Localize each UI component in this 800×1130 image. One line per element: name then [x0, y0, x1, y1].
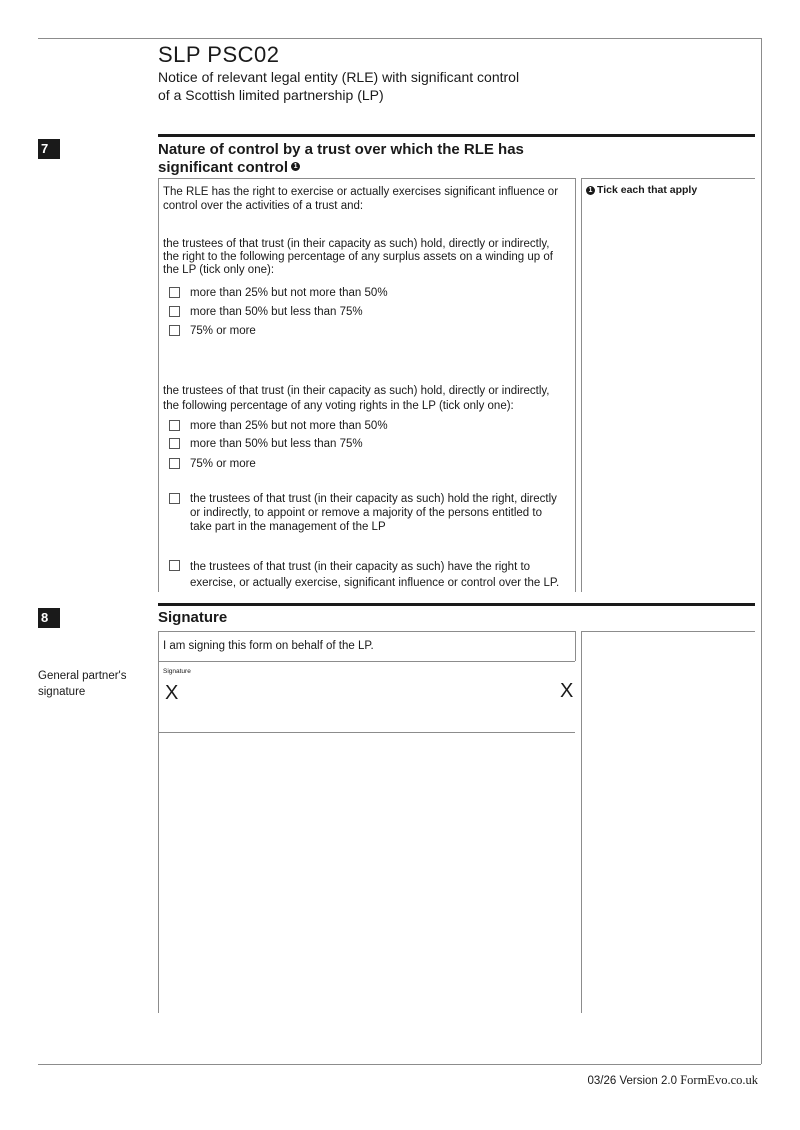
- checkbox[interactable]: [169, 325, 180, 336]
- general-partner-signature-label: [38, 668, 127, 700]
- top-rule: [38, 38, 761, 39]
- surplus-line-1: the trustees of that trust (in their capacity as such) hold, directly or indirectly,: [163, 238, 550, 250]
- form-subtitle-line-2: of a Scottish limited partnership (LP): [158, 87, 384, 103]
- side-column-top: [581, 631, 755, 632]
- checkbox[interactable]: [169, 287, 180, 298]
- checkbox[interactable]: [169, 306, 180, 317]
- section-7-rule: [158, 134, 755, 137]
- statement-box-right: [575, 631, 576, 661]
- side-column-left: [581, 631, 582, 1013]
- label-line-1: General partner's: [38, 670, 127, 682]
- surplus-option-2[interactable]: [169, 305, 363, 319]
- option-label: 75% or more: [190, 458, 256, 470]
- signature-caption: Signature: [163, 668, 191, 675]
- surplus-assets-text: [163, 238, 553, 277]
- voting-rights-text: [163, 384, 549, 414]
- form-subtitle: [158, 68, 519, 104]
- voting-option-3[interactable]: [169, 457, 256, 471]
- signature-x-mark-left: X: [165, 682, 179, 704]
- right-frame: [761, 38, 762, 1064]
- appoint-remove-option[interactable]: [169, 492, 557, 534]
- section-7-box-left: [158, 178, 159, 592]
- signature-bottom-line: [158, 732, 575, 733]
- influence-line-2: exercise, or actually exercise, significant influence or control over the LP.: [190, 577, 560, 589]
- surplus-option-1[interactable]: [169, 286, 388, 300]
- label-line-2: signature: [38, 686, 86, 698]
- section-7-box-top: [158, 178, 575, 179]
- option-label: more than 25% but not more than 50%: [190, 420, 388, 432]
- section-7-title-line-2: significant control: [158, 159, 289, 176]
- option-label: more than 25% but not more than 50%: [190, 287, 388, 299]
- option-label: more than 50% but less than 75%: [190, 438, 363, 450]
- voting-option-2[interactable]: [169, 437, 363, 451]
- signature-x-mark-right: X: [560, 680, 574, 702]
- side-note-top: [581, 178, 755, 179]
- appoint-line-3: take part in the management of the LP: [190, 521, 386, 533]
- section-7-title-line-1: Nature of control by a trust over which the RLE has: [158, 141, 524, 158]
- appoint-line-1: the trustees of that trust (in their capacity as such) hold the right, directly: [190, 493, 557, 505]
- side-note-text: Tick each that apply: [597, 184, 698, 196]
- checkbox[interactable]: [169, 420, 180, 431]
- section-7-number: 7: [38, 139, 60, 159]
- intro-line-1: The RLE has the right to exercise or actually exercises significant influence or: [163, 186, 559, 198]
- surplus-option-3[interactable]: [169, 324, 256, 338]
- section-8-rule: [158, 603, 755, 606]
- checkbox[interactable]: [169, 458, 180, 469]
- signing-statement: I am signing this form on behalf of the LP.: [163, 640, 374, 652]
- intro-text: [163, 185, 558, 213]
- surplus-line-2: the right to the following percentage of any surplus assets on a winding up of: [163, 251, 553, 263]
- side-note-left: [581, 178, 582, 592]
- statement-box-top: [158, 631, 575, 632]
- form-code: SLP PSC02: [158, 42, 280, 67]
- significant-influence-option[interactable]: [169, 559, 559, 591]
- influence-line-1: the trustees of that trust (in their capacity as such) have the right to: [190, 561, 531, 573]
- voting-option-1[interactable]: [169, 419, 388, 433]
- footer: [588, 1073, 759, 1088]
- option-label: 75% or more: [190, 325, 256, 337]
- checkbox[interactable]: [169, 560, 180, 571]
- form-subtitle-line-1: Notice of relevant legal entity (RLE) with significant control: [158, 69, 520, 85]
- info-marker-icon: 1: [291, 162, 300, 171]
- checkbox[interactable]: [169, 438, 180, 449]
- option-label: more than 50% but less than 75%: [190, 306, 363, 318]
- appoint-line-2: or indirectly, to appoint or remove a majority of the persons entitled to: [190, 507, 542, 519]
- signature-field[interactable]: [159, 662, 575, 732]
- voting-line-1: the trustees of that trust (in their capacity as such) hold, directly or indirectly,: [163, 385, 550, 397]
- surplus-line-3: the LP (tick only one):: [163, 264, 275, 276]
- checkbox[interactable]: [169, 493, 180, 504]
- section-7-title: [158, 141, 524, 177]
- intro-line-2: control over the activities of a trust and:: [163, 200, 364, 212]
- side-note: [586, 184, 697, 196]
- footer-version: 03/26 Version 2.0: [587, 1075, 678, 1087]
- voting-line-2: the following percentage of any voting rights in the LP (tick only one):: [163, 400, 514, 412]
- footer-brand: FormEvo.co.uk: [680, 1073, 758, 1087]
- section-8-title: Signature: [158, 609, 228, 626]
- section-8-number: 8: [38, 608, 60, 628]
- section-7-box-right: [575, 178, 576, 592]
- bottom-rule: [38, 1064, 761, 1065]
- info-marker-icon: 1: [586, 186, 595, 195]
